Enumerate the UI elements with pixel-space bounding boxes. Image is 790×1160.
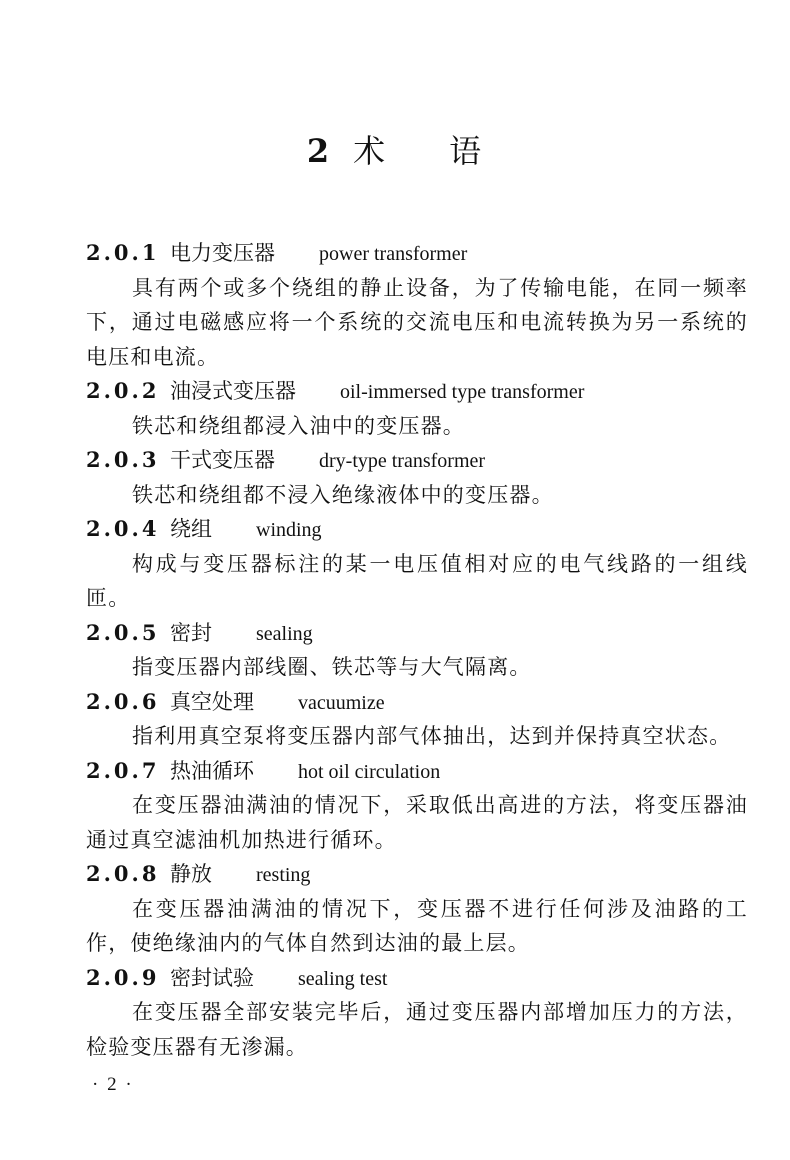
term-heading	[86, 754, 748, 789]
term-number: 2.0.7	[86, 757, 160, 783]
term-number: 2.0.3	[86, 447, 160, 472]
term-english-name: oil-immersed type transformer	[340, 381, 585, 403]
term-entry-2-0-8	[86, 857, 748, 961]
term-definition: 铁芯和绕组都浸入油中的变压器。	[132, 413, 465, 438]
term-number: 2.0.5	[86, 619, 160, 645]
term-entry-2-0-7	[86, 754, 748, 858]
term-number: 2.0.2	[86, 378, 160, 403]
term-heading	[86, 961, 748, 996]
term-chinese-name: 密封	[170, 620, 212, 645]
term-chinese-name: 干式变压器	[170, 448, 275, 472]
term-chinese-name: 热油循环	[170, 758, 254, 783]
term-definition: 具有两个或多个绕组的静止设备，为了传输电能，在同一频率下，通过电磁感应将一个系统的交流电压和电流转换为另一系统的电压和电流。	[86, 275, 748, 369]
term-heading	[86, 685, 748, 720]
term-definition: 铁芯和绕组都不浸入绝缘液体中的变压器。	[132, 482, 554, 507]
term-english-name: hot oil circulation	[298, 760, 441, 783]
term-chinese-name: 绕组	[170, 517, 212, 541]
term-heading	[86, 443, 748, 478]
term-entry-2-0-5	[86, 616, 748, 685]
term-entry-2-0-1	[86, 236, 748, 374]
term-number: 2.0.9	[86, 964, 160, 990]
page-number: · 2 ·	[92, 1074, 134, 1095]
term-entry-2-0-6	[86, 685, 748, 754]
term-number: 2.0.1	[86, 240, 160, 265]
term-english-name: resting	[256, 864, 311, 886]
term-definition: 指变压器内部线圈、铁芯等与大气隔离。	[132, 655, 532, 679]
term-chinese-name: 电力变压器	[170, 241, 275, 265]
term-heading	[86, 616, 748, 651]
term-chinese-name: 静放	[170, 862, 212, 886]
term-chinese-name: 油浸式变压器	[170, 379, 296, 403]
term-entry-2-0-2	[86, 374, 748, 443]
term-entry-2-0-3	[86, 443, 748, 512]
term-number: 2.0.8	[86, 861, 160, 886]
chapter-number: 2	[306, 132, 332, 170]
term-number: 2.0.6	[86, 688, 160, 714]
term-english-name: vacuumize	[298, 691, 385, 714]
term-definition: 在变压器全部安装完毕后，通过变压器内部增加压力的方法，检验变压器有无渗漏。	[86, 1000, 748, 1059]
term-definition: 构成与变压器标注的某一电压值相对应的电气线路的一组线匝。	[86, 551, 748, 610]
chapter-title-char-1: 术	[353, 132, 388, 170]
term-definition: 在变压器油满油的情况下，变压器不进行任何涉及油路的工作，使绝缘油内的气体自然到达油的最上层。	[86, 896, 748, 955]
chapter-title-char-2: 语	[449, 132, 484, 170]
term-english-name: dry-type transformer	[319, 450, 486, 472]
term-english-name: power transformer	[319, 243, 468, 265]
term-entry-2-0-4	[86, 512, 748, 616]
terms-list	[86, 236, 748, 1064]
term-english-name: winding	[256, 519, 322, 541]
term-heading	[86, 374, 748, 409]
term-definition: 指利用真空泵将变压器内部气体抽出，达到并保持真空状态。	[132, 724, 732, 748]
term-chinese-name: 密封试验	[170, 965, 254, 990]
term-heading	[86, 236, 748, 271]
term-english-name: sealing	[256, 622, 313, 645]
term-heading	[86, 512, 748, 547]
term-definition: 在变压器油满油的情况下，采取低出高进的方法，将变压器油通过真空滤油机加热进行循环。	[86, 793, 748, 852]
term-entry-2-0-9	[86, 961, 748, 1065]
term-chinese-name: 真空处理	[170, 689, 254, 714]
term-english-name: sealing test	[298, 967, 388, 990]
term-heading	[86, 857, 748, 892]
page-title	[0, 126, 790, 172]
term-number: 2.0.4	[86, 516, 160, 541]
